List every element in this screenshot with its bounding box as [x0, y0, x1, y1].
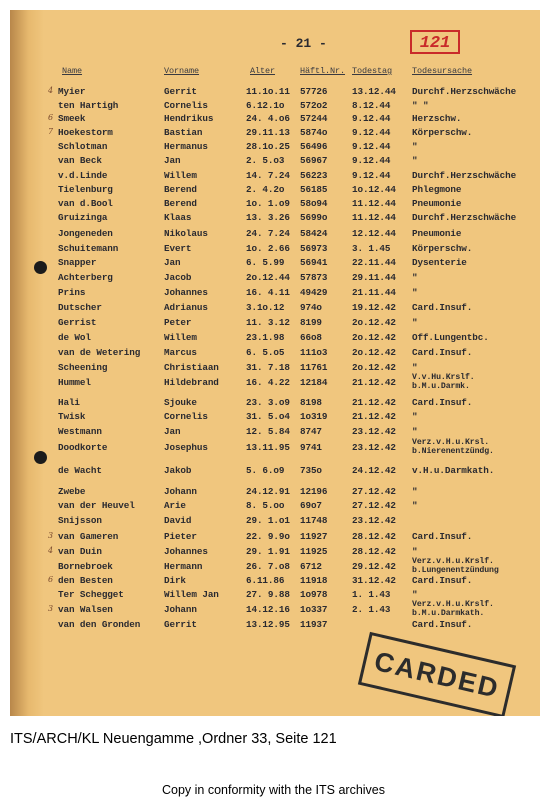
cell-first-name: Berend — [164, 184, 197, 195]
cell-cause-of-death: Pneumonie — [412, 198, 462, 209]
cell-prisoner-number: 1o337 — [300, 604, 328, 615]
cell-cause-of-death: " — [412, 317, 418, 328]
handwritten-mark: 3 — [48, 531, 54, 540]
cell-death-date: 3. 1.45 — [352, 243, 391, 254]
cell-prisoner-number: 1o978 — [300, 589, 328, 600]
cell-birth-date: 11. 3.12 — [246, 317, 290, 328]
cell-death-date: 22.11.44 — [352, 257, 396, 268]
cell-birth-date: 8. 5.oo — [246, 500, 285, 511]
cell-birth-date: 29. 1.91 — [246, 546, 290, 557]
cell-cause-of-death: Herzschw. — [412, 113, 462, 124]
cell-death-date: 28.12.42 — [352, 531, 396, 542]
cell-birth-date: 6.12.1o — [246, 100, 285, 111]
cell-first-name: Johann — [164, 486, 197, 497]
cell-name: den Besten — [58, 575, 113, 586]
cell-name: Doodkorte — [58, 442, 108, 453]
cell-cause-of-death: b.Nierenentzündg. — [412, 447, 494, 456]
cell-name: de Wol — [58, 332, 91, 343]
cell-cause-of-death: Körperschw. — [412, 127, 473, 138]
cell-first-name: Cornelis — [164, 100, 208, 111]
folio-number: 121 — [410, 30, 460, 54]
cell-birth-date: 13.11.95 — [246, 442, 290, 453]
cell-name: Prins — [58, 287, 86, 298]
cell-name: v.d.Linde — [58, 170, 108, 181]
cell-cause-of-death: Dysenterie — [412, 257, 467, 268]
col-header-vorname: Vorname — [164, 66, 200, 76]
cell-first-name: Hermanus — [164, 141, 208, 152]
cell-birth-date: 16. 4.11 — [246, 287, 290, 298]
cell-cause-of-death: Verz.v.H.u.Krsl. — [412, 438, 490, 447]
cell-first-name: Peter — [164, 317, 192, 328]
cell-death-date: 1. 1.43 — [352, 589, 391, 600]
cell-first-name: Willem Jan — [164, 589, 219, 600]
cell-birth-date: 24. 7.24 — [246, 228, 290, 239]
cell-prisoner-number: 8198 — [300, 397, 322, 408]
cell-prisoner-number: 5699o — [300, 212, 328, 223]
cell-prisoner-number: 11927 — [300, 531, 328, 542]
cell-name: van Gameren — [58, 531, 119, 542]
cell-name: Schuitemann — [58, 243, 119, 254]
cell-prisoner-number: 69o7 — [300, 500, 322, 511]
cell-prisoner-number: 56941 — [300, 257, 328, 268]
cell-name: Hali — [58, 397, 80, 408]
col-header-name: Name — [62, 66, 83, 76]
cell-death-date: 2o.12.42 — [352, 317, 396, 328]
cell-cause-of-death: Durchf.Herzschwäche — [412, 170, 517, 181]
col-header-todesursache: Todesursache — [412, 66, 473, 76]
cell-death-date: 23.12.42 — [352, 426, 396, 437]
cell-birth-date: 31. 7.18 — [246, 362, 290, 373]
cell-cause-of-death: " — [412, 141, 418, 152]
col-header-alter: Alter — [250, 66, 276, 76]
cell-birth-date: 24.12.91 — [246, 486, 290, 497]
document-sheet — [10, 10, 540, 716]
cell-prisoner-number: 58o94 — [300, 198, 328, 209]
cell-first-name: Hendrikus — [164, 113, 214, 124]
cell-prisoner-number: 6712 — [300, 561, 322, 572]
page-number: - 21 - — [280, 36, 327, 51]
cell-cause-of-death: Verz.v.H.u.Krslf. — [412, 600, 494, 609]
cell-cause-of-death: " — [412, 411, 418, 422]
cell-prisoner-number: 66o8 — [300, 332, 322, 343]
cell-birth-date: 5. 6.o9 — [246, 465, 285, 476]
cell-birth-date: 27. 9.88 — [246, 589, 290, 600]
cell-prisoner-number: 11761 — [300, 362, 328, 373]
cell-cause-of-death: v.H.u.Darmkath. — [412, 465, 495, 476]
cell-name: Snijsson — [58, 515, 102, 526]
cell-name: Bornebroek — [58, 561, 113, 572]
cell-prisoner-number: 56223 — [300, 170, 328, 181]
cell-first-name: Jan — [164, 257, 181, 268]
cell-prisoner-number: 49429 — [300, 287, 328, 298]
cell-death-date: 1o.12.44 — [352, 184, 396, 195]
cell-name: Smeek — [58, 113, 86, 124]
cell-cause-of-death: " — [412, 546, 418, 557]
conformity-note: Copy in conformity with the ITS archives — [162, 783, 385, 797]
cell-name: Scheening — [58, 362, 108, 373]
cell-name: Achterberg — [58, 272, 113, 283]
cell-name: de Wacht — [58, 465, 102, 476]
cell-cause-of-death: " — [412, 272, 418, 283]
cell-prisoner-number: 735o — [300, 465, 322, 476]
cell-first-name: Gerrit — [164, 619, 197, 630]
cell-cause-of-death: Card.Insuf. — [412, 575, 473, 586]
cell-death-date: 29.12.42 — [352, 561, 396, 572]
cell-birth-date: 16. 4.22 — [246, 377, 290, 388]
cell-prisoner-number: 12196 — [300, 486, 328, 497]
cell-cause-of-death: Card.Insuf. — [412, 619, 473, 630]
cell-first-name: Hildebrand — [164, 377, 219, 388]
cell-name: van Beck — [58, 155, 102, 166]
cell-first-name: Evert — [164, 243, 192, 254]
cell-death-date: 2o.12.42 — [352, 347, 396, 358]
cell-birth-date: 24. 4.o6 — [246, 113, 290, 124]
cell-death-date: 9.12.44 — [352, 170, 391, 181]
cell-death-date: 23.12.42 — [352, 442, 396, 453]
cell-first-name: Nikolaus — [164, 228, 208, 239]
cell-cause-of-death: b.M.u.Darmk. — [412, 382, 470, 391]
cell-death-date: 21.12.42 — [352, 377, 396, 388]
cell-birth-date: 11.1o.11 — [246, 86, 290, 97]
cell-prisoner-number: 56496 — [300, 141, 328, 152]
cell-death-date: 21.12.42 — [352, 397, 396, 408]
cell-name: Gruizinga — [58, 212, 108, 223]
cell-first-name: Pieter — [164, 531, 197, 542]
punch-hole — [34, 261, 47, 274]
cell-prisoner-number: 8199 — [300, 317, 322, 328]
cell-prisoner-number: 11925 — [300, 546, 328, 557]
cell-cause-of-death: " — [412, 362, 418, 373]
cell-first-name: Marcus — [164, 347, 197, 358]
cell-birth-date: 13. 3.26 — [246, 212, 290, 223]
cell-prisoner-number: 974o — [300, 302, 322, 313]
cell-prisoner-number: 11918 — [300, 575, 328, 586]
cell-first-name: Sjouke — [164, 397, 197, 408]
cell-prisoner-number: 572o2 — [300, 100, 328, 111]
cell-cause-of-death: " — [412, 589, 418, 600]
cell-cause-of-death: Off.Lungentbc. — [412, 332, 489, 343]
cell-prisoner-number: 58424 — [300, 228, 328, 239]
cell-death-date: 2. 1.43 — [352, 604, 391, 615]
cell-death-date: 9.12.44 — [352, 113, 391, 124]
cell-prisoner-number: 56973 — [300, 243, 328, 254]
cell-name: Hummel — [58, 377, 91, 388]
cell-first-name: Jan — [164, 426, 181, 437]
cell-first-name: Johann — [164, 604, 197, 615]
cell-prisoner-number: 57873 — [300, 272, 328, 283]
cell-first-name: Jacob — [164, 272, 192, 283]
cell-death-date: 8.12.44 — [352, 100, 391, 111]
cell-death-date: 31.12.42 — [352, 575, 396, 586]
cell-first-name: Johannes — [164, 546, 208, 557]
cell-birth-date: 14.12.16 — [246, 604, 290, 615]
cell-birth-date: 1o. 1.o9 — [246, 198, 290, 209]
cell-birth-date: 29.11.13 — [246, 127, 290, 138]
cell-cause-of-death: V.v.Hu.Krslf. — [412, 373, 475, 382]
cell-prisoner-number: 5874o — [300, 127, 328, 138]
cell-birth-date: 6. 5.99 — [246, 257, 285, 268]
cell-prisoner-number: 9741 — [300, 442, 322, 453]
cell-name: Hoekestorm — [58, 127, 113, 138]
cell-birth-date: 2. 4.2o — [246, 184, 285, 195]
cell-cause-of-death: b.Lungenentzündung — [412, 566, 499, 575]
cell-first-name: Hermann — [164, 561, 203, 572]
cell-name: Jongeneden — [58, 228, 113, 239]
cell-name: van Duin — [58, 546, 102, 557]
cell-cause-of-death: " " — [412, 100, 429, 111]
cell-birth-date: 1o. 2.66 — [246, 243, 290, 254]
cell-cause-of-death: Körperschw. — [412, 243, 473, 254]
cell-cause-of-death: " — [412, 287, 418, 298]
cell-name: Tielenburg — [58, 184, 113, 195]
cell-death-date: 23.12.42 — [352, 515, 396, 526]
handwritten-mark: 4 — [48, 86, 54, 95]
cell-birth-date: 6.11.86 — [246, 575, 285, 586]
cell-cause-of-death: Card.Insuf. — [412, 531, 473, 542]
cell-birth-date: 29. 1.o1 — [246, 515, 290, 526]
cell-birth-date: 12. 5.84 — [246, 426, 290, 437]
cell-birth-date: 3.1o.12 — [246, 302, 285, 313]
cell-death-date: 24.12.42 — [352, 465, 396, 476]
cell-cause-of-death: Card.Insuf. — [412, 302, 473, 313]
cell-cause-of-death: Pneumonie — [412, 228, 462, 239]
cell-prisoner-number: 57726 — [300, 86, 328, 97]
cell-first-name: Bastian — [164, 127, 203, 138]
cell-cause-of-death: Card.Insuf. — [412, 397, 473, 408]
cell-prisoner-number: 11748 — [300, 515, 328, 526]
col-header-haeftl-nr: Häftl.Nr. — [300, 66, 346, 76]
cell-birth-date: 2o.12.44 — [246, 272, 290, 283]
cell-prisoner-number: 1o319 — [300, 411, 328, 422]
cell-death-date: 19.12.42 — [352, 302, 396, 313]
cell-first-name: Cornelis — [164, 411, 208, 422]
cell-prisoner-number: 12184 — [300, 377, 328, 388]
cell-death-date: 11.12.44 — [352, 212, 396, 223]
cell-name: van d.Bool — [58, 198, 113, 209]
handwritten-mark: 4 — [48, 546, 54, 555]
cell-cause-of-death: Durchf.Herzschwäche — [412, 212, 517, 223]
binding-edge — [10, 10, 44, 716]
cell-name: Dutscher — [58, 302, 102, 313]
cell-name: Snapper — [58, 257, 97, 268]
cell-birth-date: 28.1o.25 — [246, 141, 290, 152]
cell-birth-date: 14. 7.24 — [246, 170, 290, 181]
cell-name: Twisk — [58, 411, 86, 422]
cell-cause-of-death: " — [412, 486, 418, 497]
cell-birth-date: 23.1.98 — [246, 332, 285, 343]
cell-birth-date: 13.12.95 — [246, 619, 290, 630]
cell-name: van Walsen — [58, 604, 113, 615]
cell-death-date: 27.12.42 — [352, 500, 396, 511]
cell-cause-of-death: Card.Insuf. — [412, 347, 473, 358]
cell-birth-date: 23. 3.o9 — [246, 397, 290, 408]
cell-birth-date: 6. 5.o5 — [246, 347, 285, 358]
cell-first-name: Jakob — [164, 465, 192, 476]
cell-name: ten Hartigh — [58, 100, 119, 111]
cell-first-name: Gerrit — [164, 86, 197, 97]
handwritten-mark: 7 — [48, 127, 54, 136]
handwritten-mark: 3 — [48, 604, 54, 613]
archive-caption: ITS/ARCH/KL Neuengamme ,Ordner 33, Seite 121 — [10, 731, 337, 747]
cell-death-date: 2o.12.42 — [352, 332, 396, 343]
cell-prisoner-number: 57244 — [300, 113, 328, 124]
cell-first-name: Klaas — [164, 212, 192, 223]
cell-death-date: 9.12.44 — [352, 127, 391, 138]
cell-death-date: 9.12.44 — [352, 155, 391, 166]
cell-cause-of-death: " — [412, 500, 418, 511]
cell-prisoner-number: 56967 — [300, 155, 328, 166]
cell-first-name: Adrianus — [164, 302, 208, 313]
cell-death-date: 2o.12.42 — [352, 362, 396, 373]
cell-first-name: Johannes — [164, 287, 208, 298]
col-header-todestag: Todestag — [352, 66, 393, 76]
cell-cause-of-death: Durchf.Herzschwäche — [412, 86, 517, 97]
cell-first-name: Christiaan — [164, 362, 219, 373]
cell-prisoner-number: 111o3 — [300, 347, 328, 358]
cell-death-date: 13.12.44 — [352, 86, 396, 97]
cell-name: Myier — [58, 86, 86, 97]
cell-name: Westmann — [58, 426, 102, 437]
cell-birth-date: 26. 7.o8 — [246, 561, 290, 572]
cell-name: Ter Schegget — [58, 589, 124, 600]
handwritten-mark: 6 — [48, 575, 54, 584]
cell-cause-of-death: Phlegmone — [412, 184, 462, 195]
cell-death-date: 28.12.42 — [352, 546, 396, 557]
punch-hole — [34, 451, 47, 464]
cell-death-date: 21.11.44 — [352, 287, 396, 298]
cell-birth-date: 31. 5.o4 — [246, 411, 290, 422]
cell-prisoner-number: 56185 — [300, 184, 328, 195]
cell-first-name: Willem — [164, 332, 197, 343]
cell-first-name: Willem — [164, 170, 197, 181]
cell-cause-of-death: " — [412, 155, 418, 166]
cell-first-name: David — [164, 515, 192, 526]
cell-name: van der Heuvel — [58, 500, 135, 511]
handwritten-mark: 6 — [48, 113, 54, 122]
cell-death-date: 21.12.42 — [352, 411, 396, 422]
cell-first-name: Jan — [164, 155, 181, 166]
cell-name: Schlotman — [58, 141, 108, 152]
carded-stamp: CARDED — [358, 632, 516, 716]
cell-death-date: 27.12.42 — [352, 486, 396, 497]
cell-first-name: Arie — [164, 500, 186, 511]
cell-prisoner-number: 8747 — [300, 426, 322, 437]
cell-cause-of-death: b.M.u.Darmkath. — [412, 609, 485, 618]
cell-birth-date: 22. 9.9o — [246, 531, 290, 542]
cell-death-date: 29.11.44 — [352, 272, 396, 283]
cell-name: van de Wetering — [58, 347, 141, 358]
cell-birth-date: 2. 5.o3 — [246, 155, 285, 166]
cell-name: van den Gronden — [58, 619, 141, 630]
cell-death-date: 9.12.44 — [352, 141, 391, 152]
cell-name: Zwebe — [58, 486, 86, 497]
cell-death-date: 11.12.44 — [352, 198, 396, 209]
cell-prisoner-number: 11937 — [300, 619, 328, 630]
cell-first-name: Dirk — [164, 575, 186, 586]
cell-name: Gerrist — [58, 317, 97, 328]
cell-first-name: Josephus — [164, 442, 208, 453]
cell-cause-of-death: Verz.v.H.u.Krslf. — [412, 557, 494, 566]
cell-first-name: Berend — [164, 198, 197, 209]
cell-cause-of-death: " — [412, 426, 418, 437]
cell-death-date: 12.12.44 — [352, 228, 396, 239]
